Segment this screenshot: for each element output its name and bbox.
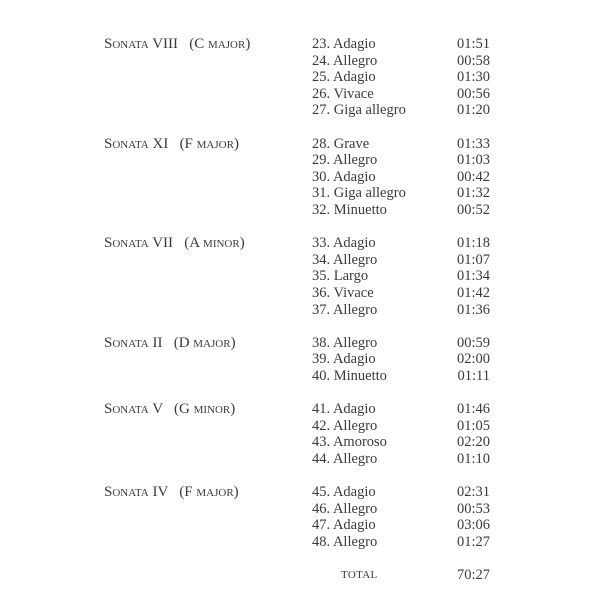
track-duration: 02:20 <box>456 434 490 451</box>
track-duration: 00:58 <box>456 52 490 69</box>
sonata-title: Sonata VIII (C major) <box>104 36 251 52</box>
track-row <box>0 102 600 119</box>
track-name: 44. Allegro <box>312 450 378 467</box>
track-row <box>0 86 600 103</box>
track-row <box>0 285 600 302</box>
track-name: 34. Allegro <box>312 251 378 268</box>
sonata-title: Sonata XI (F major) <box>104 135 239 152</box>
track-row <box>0 69 600 86</box>
sonata-group <box>0 484 600 550</box>
track-duration: 01:42 <box>456 284 490 301</box>
track-name: 31. Giga allegro <box>312 185 406 202</box>
track-duration: 01:51 <box>456 36 490 52</box>
sonata-title: Sonata II (D major) <box>104 334 236 351</box>
track-duration: 01:03 <box>456 152 490 169</box>
track-name: 41. Adagio <box>312 401 376 418</box>
total-duration: 70:27 <box>456 567 490 583</box>
track-row <box>0 335 600 352</box>
track-duration: 01:20 <box>456 102 490 119</box>
track-row <box>0 53 600 70</box>
track-row <box>0 136 600 153</box>
track-duration: 00:59 <box>456 334 490 351</box>
track-row <box>0 368 600 385</box>
track-name: 29. Allegro <box>312 152 378 169</box>
track-duration: 01:46 <box>456 401 490 418</box>
track-duration: 02:31 <box>456 484 490 501</box>
sonata-group <box>0 36 600 119</box>
track-row <box>0 268 600 285</box>
track-name: 35. Largo <box>312 268 369 285</box>
track-duration: 00:56 <box>456 85 490 102</box>
track-name: 40. Minuetto <box>312 367 387 384</box>
track-duration: 01:10 <box>456 450 490 467</box>
total-label: TOTAL <box>341 569 378 581</box>
track-duration: 01:18 <box>456 235 490 252</box>
sonata-title: Sonata V (G minor) <box>104 401 236 418</box>
track-name: 28. Grave <box>312 135 370 152</box>
track-row <box>0 351 600 368</box>
track-duration: 03:06 <box>456 517 490 534</box>
sonata-group <box>0 335 600 385</box>
sonata-group <box>0 136 600 219</box>
track-name: 46. Allegro <box>312 500 378 517</box>
track-duration: 01:27 <box>456 533 490 550</box>
track-row <box>0 36 600 53</box>
track-name: 47. Adagio <box>312 517 376 534</box>
track-row <box>0 534 600 551</box>
track-row <box>0 302 600 319</box>
track-name: 23. Adagio <box>312 36 376 52</box>
track-duration: 01:11 <box>457 367 490 384</box>
sonata-title: Sonata IV (F major) <box>104 484 239 501</box>
track-row <box>0 202 600 219</box>
track-name: 42. Allegro <box>312 417 378 434</box>
track-duration: 01:34 <box>456 268 490 285</box>
track-duration: 00:42 <box>456 168 490 185</box>
sonata-group <box>0 401 600 467</box>
track-duration: 02:00 <box>456 351 490 368</box>
track-duration: 00:53 <box>456 500 490 517</box>
track-name: 32. Minuetto <box>312 201 387 218</box>
track-row <box>0 484 600 501</box>
sonata-group <box>0 235 600 318</box>
track-name: 30. Adagio <box>312 168 376 185</box>
track-row <box>0 517 600 534</box>
track-name: 24. Allegro <box>312 52 378 69</box>
track-name: 45. Adagio <box>312 484 376 501</box>
total-row <box>0 567 600 584</box>
track-row <box>0 418 600 435</box>
track-name: 36. Vivace <box>312 284 374 301</box>
track-name: 43. Amoroso <box>312 434 387 451</box>
track-name: 26. Vivace <box>312 85 374 102</box>
track-name: 48. Allegro <box>312 533 378 550</box>
track-duration: 01:32 <box>456 185 490 202</box>
track-name: 25. Adagio <box>312 69 376 86</box>
track-name: 39. Adagio <box>312 351 376 368</box>
track-duration: 01:07 <box>456 251 490 268</box>
track-row <box>0 434 600 451</box>
track-row <box>0 169 600 186</box>
track-name: 38. Allegro <box>312 334 378 351</box>
track-row <box>0 501 600 518</box>
track-row <box>0 451 600 468</box>
track-duration: 01:33 <box>456 135 490 152</box>
track-duration: 00:52 <box>456 201 490 218</box>
track-name: 27. Giga allegro <box>312 102 406 119</box>
track-row <box>0 235 600 252</box>
track-row <box>0 152 600 169</box>
track-row <box>0 252 600 269</box>
track-row <box>0 185 600 202</box>
track-listing <box>0 36 600 584</box>
track-name: 37. Allegro <box>312 301 378 318</box>
track-name: 33. Adagio <box>312 235 376 252</box>
track-duration: 01:30 <box>456 69 490 86</box>
track-duration: 01:36 <box>456 301 490 318</box>
track-row <box>0 401 600 418</box>
track-duration: 01:05 <box>456 417 490 434</box>
sonata-title: Sonata VII (A minor) <box>104 235 245 252</box>
